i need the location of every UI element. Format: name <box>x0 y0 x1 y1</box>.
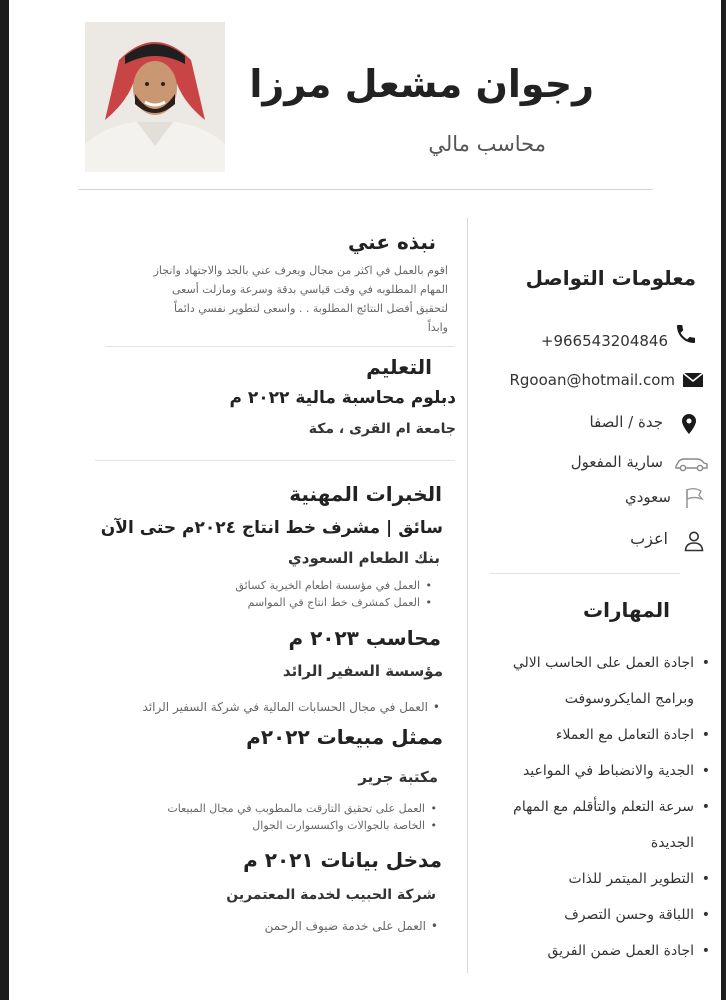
job-bullets-2 <box>143 697 442 717</box>
job-company-4: شركة الحبيب لخدمة المعتمرين <box>226 887 436 903</box>
skill-item: • سرعة التعلم والتأقلم مع المهام <box>466 789 714 825</box>
education-degree: دبلوم محاسبة مالية ٢٠٢٢ م <box>229 388 456 408</box>
skills-heading: المهارات <box>583 598 670 622</box>
contact-nationality <box>506 486 706 510</box>
education-heading: التعليم <box>366 355 432 379</box>
location-pin-icon <box>677 412 701 436</box>
about-text <box>108 261 448 337</box>
right-edge-bar <box>721 0 726 1000</box>
education-school: جامعة ام القرى ، مكة <box>308 421 456 437</box>
right-column-divider <box>490 573 680 574</box>
job-title-4: مدخل بيانات ٢٠٢١ م <box>243 848 442 872</box>
job-title-1: سائق | مشرف خط انتاج ٢٠٢٤م حتى الآن <box>100 518 443 538</box>
skill-item: • اللباقة وحسن التصرف <box>466 897 714 933</box>
left-edge-bar <box>0 0 9 1000</box>
phone-number: +966543204846 <box>540 332 668 350</box>
experience-heading: الخبرات المهنية <box>289 482 442 506</box>
job-company-2: مؤسسة السفير الرائد <box>282 662 443 680</box>
about-line: وابداً <box>427 321 448 334</box>
section-divider <box>95 460 455 461</box>
section-divider <box>105 346 455 347</box>
person-icon <box>682 529 706 553</box>
email-address: Rgooan@hotmail.com <box>509 371 675 389</box>
skill-item: • اجادة التعامل مع العملاء <box>466 717 714 753</box>
contact-phone <box>478 322 698 350</box>
header-divider <box>78 189 653 190</box>
profile-photo <box>85 22 225 172</box>
nationality-text: سعودي <box>625 488 671 506</box>
location-text: جدة / الصفا <box>589 413 663 431</box>
job-bullet: • الخاصة بالجوالات واكسسوارت الجوال <box>167 817 439 834</box>
contact-marital-status <box>506 529 706 553</box>
job-title: محاسب مالي <box>428 132 546 156</box>
about-line: اقوم بالعمل في اكثر من مجال ويعرف عني بالجد والاجتهاد وانجاز <box>153 264 448 277</box>
about-line: لتحقيق أفضل النتائج المطلوبة . . واسعى لتطوير نفسي دائماً <box>173 302 448 315</box>
job-bullets-4 <box>265 916 440 936</box>
contact-location <box>501 412 701 436</box>
job-title-3: ممثل مبيعات ٢٠٢٢م <box>246 725 443 749</box>
skill-item: • التطوير الميتمر للذات <box>466 861 714 897</box>
car-icon <box>673 451 709 475</box>
skill-item: • اجادة العمل على الحاسب الالي <box>466 645 714 681</box>
job-bullets-1 <box>235 577 434 611</box>
skills-list <box>466 645 714 969</box>
skill-item: الجديدة <box>650 835 694 851</box>
about-line: المهام المطلوبه في وقت قياسي بدقة وسرعة ومازلت أسعى <box>172 283 448 296</box>
contact-email <box>485 368 705 392</box>
marital-status-text: اعزب <box>630 529 668 548</box>
job-bullet: • العمل في مؤسسة اطعام الخيرية كسائق <box>235 577 434 594</box>
full-name: رجوان مشعل مرزا <box>249 62 594 106</box>
job-company-1: بنك الطعام السعودي <box>288 549 440 567</box>
job-bullet: • العمل على خدمة ضيوف الرحمن <box>265 916 440 936</box>
job-title-2: محاسب ٢٠٢٣ م <box>288 626 441 650</box>
skill-item: • اجادة العمل ضمن الفريق <box>466 933 714 969</box>
flag-icon <box>682 486 706 510</box>
job-bullet: • العمل كمشرف خط انتاج في المواسم <box>235 594 434 611</box>
phone-icon <box>674 322 698 346</box>
job-bullet: • العمل في مجال الحسابات المالية في شركة السفير الرائد <box>143 697 442 717</box>
job-bullet: • العمل على تحقيق التارقت مالمطوبب في مجال المبيعات <box>167 800 439 817</box>
contact-license <box>509 451 709 475</box>
skill-item: • الجدية والانضباط في المواعيد <box>466 753 714 789</box>
envelope-icon <box>681 368 705 392</box>
job-company-3: مكتبة جرير <box>358 768 438 786</box>
contact-heading: معلومات التواصل <box>525 266 696 290</box>
license-status: سارية المفعول <box>570 453 663 471</box>
skill-item: وبرامج المايكروسوفت <box>564 691 694 707</box>
job-bullets-3 <box>167 800 439 834</box>
about-heading: نبذه عني <box>347 230 436 254</box>
